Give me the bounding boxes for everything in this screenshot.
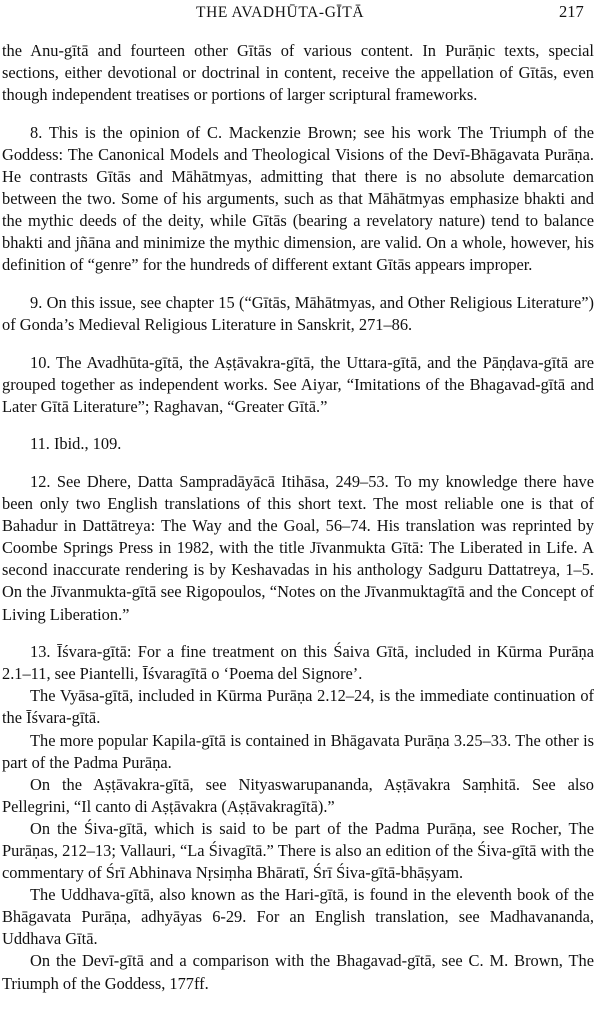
- note-13-vyasa-gita: The Vyāsa-gītā, included in Kūrma Purāṇa 2.12–24, is the immediate continuation of the Īśvara-gītā.: [2, 686, 594, 728]
- note-13-devi-gita: On the Devī-gītā and a comparison with the Bhagavad-gītā, see C. M. Brown, The Triumph of the Goddess, 177ff.: [2, 951, 594, 993]
- note-13-uddhava-gita: The Uddhava-gītā, also known as the Hari-gītā, is found in the eleventh book of the Bhāgavata Purāṇa, adhyāyas 6-29. For an English translation, see Madhavananda, Uddhava Gītā.: [2, 885, 594, 949]
- endnotes-text: [2, 40, 594, 995]
- note-9: 9. On this issue, see chapter 15 (“Gītās, Māhātmyas, and Other Religious Literature”) of Gonda’s Medieval Religious Literature in Sanskrit, 271–86.: [2, 292, 594, 335]
- note-11: 11. Ibid., 109.: [30, 434, 122, 454]
- note-12: 12. See Dhere, Datta Sampradāyācā Itihāsa, 249–53. To my knowledge there have been only two English translations of this short text. The most reliable one is that of Bahadur in Dattātreya: The Way and the Goal, 56–74. His translation was reprinted by Coombe Springs Press in 1982, with the title Jīvanmukta Gītā: The Liberated in Life. A second inaccurate rendering is by Keshavadas in his anthology Sadguru Dattatreya, 1–5. On the Jīvanmukta-gītā see Rigopoulos, “Notes on the Jīvanmuktagītā and the Concept of Living Liberation.”: [2, 472, 594, 624]
- note-13-siva-gita: On the Śiva-gītā, which is said to be part of the Padma Purāṇa, see Rocher, The Purāṇas, 212–13; Vallauri, “La Śivagītā.” There is also an edition of the Śiva-gītā with the commentary of Śrī Abhinava Nṛsiṃha Bhāratī, Śrī Śiva-gītā-bhāṣyam.: [2, 818, 594, 883]
- note-13-astavakra-gita: On the Aṣṭāvakra-gītā, see Nityaswarupananda, Aṣṭāvakra Saṃhitā. See also Pellegrini, “Il canto di Aṣṭāvakra (Aṣṭāvakragītā).”: [2, 774, 594, 816]
- note-13-kapila-gita: The more popular Kapila-gītā is contained in Bhāgavata Purāṇa 3.25–33. The other is part of the Padma Purāṇa.: [2, 730, 594, 772]
- running-header: THE AVADHŪTA-GĪTĀ: [196, 4, 365, 21]
- note-7-continuation: the Anu-gītā and fourteen other Gītās of various content. In Purāṇic texts, special sections, either devotional or doctrinal in content, receive the appellation of Gītās, even though independent treatises or portions of larger scriptural frameworks.: [2, 41, 594, 105]
- note-8: 8. This is the opinion of C. Mackenzie Brown; see his work The Triumph of the Goddess: The Canonical Models and Theological Visions of the Devī-Bhāgavata Purāṇa. He contrasts Gītās and Māhātmyas, admitting that there is no absolute demarcation between the two. Some of his arguments, such as that Māhātmyas emphasize bhakti and the mythic deeds of the deity, while Gītās (bearing a revelatory nature) tend to balance bhakti and jñāna and minimize the mythic dimension, are valid. On a whole, however, his definition of “genre” for the hundreds of different extant Gītās appears improper.: [2, 122, 594, 275]
- note-10: 10. The Avadhūta-gītā, the Aṣṭāvakra-gītā, the Uttara-gītā, and the Pāṇḍava-gītā are grouped together as independent works. See Aiyar, “Imitations of the Bhagavad-gītā and Later Gītā Literature”; Raghavan, “Greater Gītā.”: [2, 352, 594, 416]
- note-13: 13. Īśvara-gītā: For a fine treatment on this Śaiva Gītā, included in Kūrma Purāṇa 2.1–11, see Piantelli, Īśvaragītā o ‘Poema del Signore’.: [2, 642, 594, 684]
- page-number: 217: [559, 2, 584, 21]
